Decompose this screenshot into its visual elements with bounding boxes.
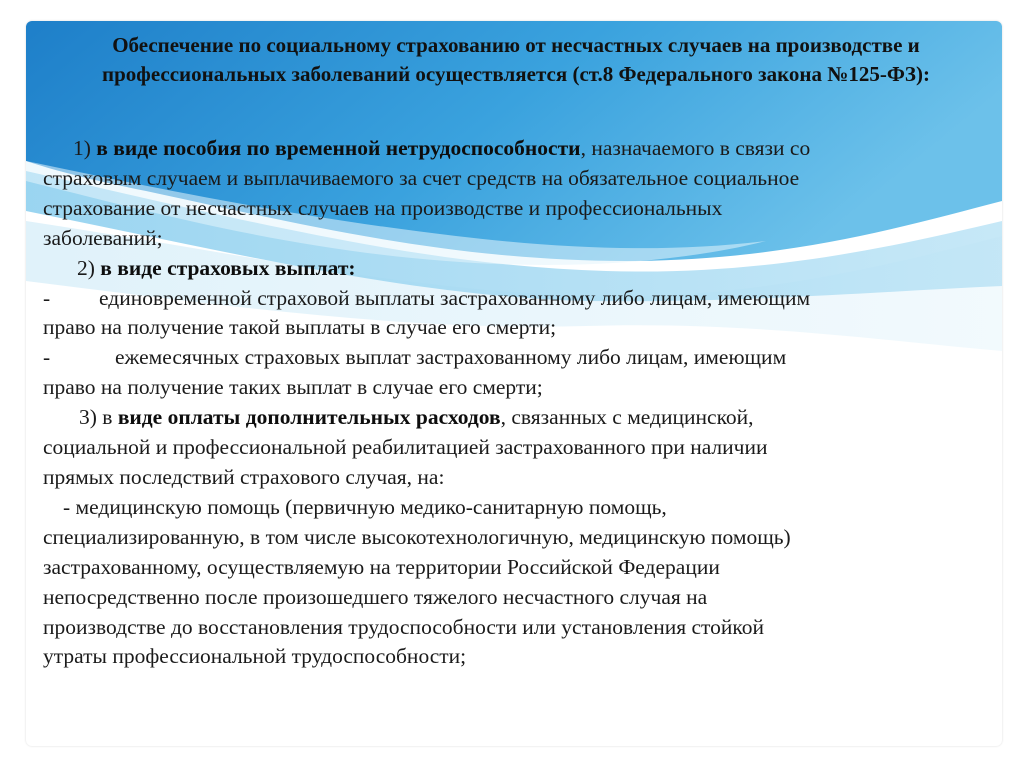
item2-line1: [43, 254, 983, 284]
item1-number: 1): [73, 136, 97, 160]
item1-line4: заболеваний;: [43, 225, 163, 250]
item1-bold: в виде пособия по временной нетрудоспособности: [96, 136, 581, 160]
slide-body: [43, 134, 983, 672]
slide-title: Обеспечение по социальному страхованию от несчастных случаев на производстве и профессиональных заболеваний осуществляется (ст.8 Федерального закона №125-ФЗ):: [102, 33, 930, 86]
item3-number: 3) в: [79, 405, 118, 430]
item2-sub1-text: единовременной страховой выплаты застрахованному либо лицам, имеющим: [99, 285, 811, 310]
item3-sub1-line5: производстве до восстановления трудоспособности или установления стойкой: [43, 614, 764, 639]
item1-line1: [43, 134, 983, 164]
item2-sub1-line2: право на получение такой выплаты в случае его смерти;: [43, 315, 557, 340]
item3-sub1-line4: непосредственно после произошедшего тяжелого несчастного случая на: [43, 584, 708, 609]
item2-sub2-line1: [43, 343, 983, 373]
item2-sub2-dash: -: [43, 345, 51, 370]
slide: [26, 21, 1002, 746]
item1-rest: , назначаемого в связи со: [580, 136, 811, 160]
item3-sub1-line3: застрахованному, осуществляемую на территории Российской Федерации: [43, 554, 720, 579]
item2-sub1-line1: [43, 284, 983, 314]
item1-line3: страхование от несчастных случаев на производстве и профессиональных: [43, 195, 723, 220]
item2-bold: в виде страховых выплат:: [100, 255, 356, 280]
item1-line2: страховым случаем и выплачиваемого за счет средств на обязательное социальное: [43, 165, 800, 190]
item3-sub1-line2: специализированную, в том числе высокотехнологичную, медицинскую помощь): [43, 524, 791, 549]
item3-bold: виде оплаты дополнительных расходов: [117, 405, 501, 430]
item3-sub1-line6: утраты профессиональной трудоспособности;: [43, 644, 467, 669]
item3-line3: прямых последствий страхового случая, на:: [43, 464, 445, 489]
item3-line1: [43, 403, 983, 433]
item3-sub1-line1: - медицинскую помощь (первичную медико-санитарную помощь,: [63, 494, 667, 519]
item2-sub2-text: ежемесячных страховых выплат застрахованному либо лицам, имеющим: [115, 345, 787, 370]
item2-number: 2): [77, 255, 101, 280]
item3-line2: социальной и профессиональной реабилитацией застрахованного при наличии: [43, 435, 768, 460]
item2-sub1-dash: -: [43, 285, 51, 310]
item3-rest: , связанных с медицинской,: [500, 405, 754, 430]
item2-sub2-line2: право на получение таких выплат в случае его смерти;: [43, 375, 543, 400]
